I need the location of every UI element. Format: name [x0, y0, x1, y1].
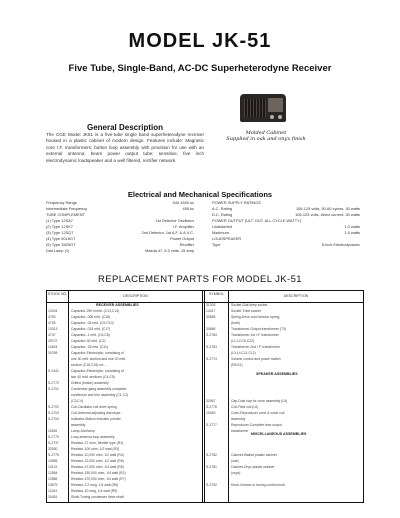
part-description: Cabinet-Walnut plastic cabinet — [231, 453, 277, 457]
part-description: Resistor-2.2 meg, 1/4 watt (R8) — [71, 483, 119, 487]
header-stock-right: SYMBOL — [209, 292, 224, 296]
part-description: condenser and trim assembly (C1,C2) — [71, 393, 129, 397]
part-description: transformer — [231, 429, 249, 433]
part-stock-number: S-2703 — [48, 411, 59, 415]
photo-caption — [210, 130, 322, 142]
part-description: (onyx) — [231, 471, 241, 475]
part-description: Coil-Field coil (L6) — [231, 405, 259, 409]
document-title: MODEL JK-51 — [128, 30, 272, 52]
spec-value: 2nd Detector, 1st A.F. & A.V.C. — [141, 230, 194, 235]
part-stock-number: S-2775 — [48, 453, 59, 457]
part-description: Capacitor-.005 mfd. (C16) — [71, 315, 111, 319]
part-description: Indicator-Station indicator pointer — [71, 417, 121, 421]
part-description: Capacitor-Electrolytic; consisting of — [71, 369, 124, 373]
caption-line-2: Supplied in oak and onyx finish — [226, 136, 306, 142]
spec-label: (1) Type 12SA7 — [46, 218, 73, 223]
part-description: Transformer-2nd I.F. transformer — [231, 345, 280, 349]
part-description: Capacitor-.015 mfd. (C17) — [71, 327, 111, 331]
part-stock-number: S-2783 — [206, 345, 217, 349]
section-miscellaneous-assemblies: MISCELLANEOUS ASSEMBLIES — [251, 432, 307, 436]
part-description: Transformer-Output transformer (T3) — [231, 327, 287, 331]
part-stock-number: 11506 — [48, 429, 58, 433]
spec-label: Undistorted — [212, 224, 232, 229]
spec-value: 5-inch Electrodynamic — [321, 242, 360, 247]
spec-label: LOUDSPEAKER — [212, 236, 242, 241]
part-description: Knob-Volume or tuning control knob — [231, 483, 285, 487]
part-description: section (C18,C19) rot. ... — [71, 363, 108, 367]
part-stock-number: S-2737 — [48, 441, 59, 445]
part-description: Lamp-Dial lamp — [71, 429, 95, 433]
spec-value: 1st Detector Oscillator — [155, 218, 194, 223]
part-description: Condenser gang assembly complete; — [71, 387, 127, 391]
part-stock-number: S-2774 — [206, 357, 217, 361]
part-stock-number: 32967 — [206, 399, 216, 403]
part-description: Volume control and power switch — [231, 357, 281, 361]
part-description: Spring-Drive cord tension spring — [231, 315, 280, 319]
spec-value: 105-125 volts, 50-60 cycles, 30 watts — [295, 206, 360, 211]
part-description: Coil-Antenna adjusting dial stops — [71, 411, 121, 415]
table-bottom-rule — [46, 502, 364, 503]
part-stock-number: 4747 — [48, 333, 56, 337]
part-stock-number: 32530 — [48, 447, 58, 451]
spec-label: Intermediate Frequency — [46, 206, 88, 211]
part-description: Capacitor-250 mmfd. (C13,C14) — [71, 309, 120, 313]
part-description: Resistor-10 meg, 1/4 watt (R9) — [71, 489, 118, 493]
spec-column-left — [46, 200, 194, 254]
volume-knob — [270, 115, 274, 119]
document-subtitle: Five Tube, Single-Band, AC-DC Superheterodyne Receiver — [68, 63, 332, 74]
tuning-dial — [268, 98, 283, 112]
part-stock-number: 12404 — [48, 309, 58, 313]
table-top-rule — [46, 290, 364, 291]
spec-row — [46, 248, 194, 254]
spec-value: 455 kc — [182, 206, 194, 211]
parts-table — [46, 290, 364, 504]
section-receiver-assemblies: RECEIVER ASSEMBLIES — [96, 303, 139, 307]
part-stock-number: 12585 — [48, 477, 58, 481]
table-left-rule — [46, 290, 47, 503]
part-stock-number: S-2784 — [206, 333, 217, 337]
middle-column-rule — [202, 290, 203, 503]
part-description: Capacitor-Electrolytic; consisting of — [71, 351, 124, 355]
part-description: Transformer-1st I.F. transformer — [231, 333, 279, 337]
spec-label: Dial Lamp (1) — [46, 248, 70, 253]
general-description-text: The CGE Model JK51 is a five-tube single band superheterodyne receiver housed in a plastic cabinet of modern design. Features include: Magnetic core I.F. transformers; button loop assembly with provision for use with an external antenna; beam power output tube; sensitive, five inch electrodynamic loudspeaker and a well filtered, rectifier network. — [46, 132, 204, 163]
part-description: (both) — [231, 321, 240, 325]
part-description: Capacitor-.1 mfd. (C6,C8) — [71, 333, 110, 337]
spec-label: Maximum — [212, 230, 229, 235]
caption-line-1: Molded Cabinet — [245, 130, 287, 136]
part-description: Coil-Oscillator coil drive spring — [71, 405, 117, 409]
header-description-right: DESCRIPTION — [283, 294, 309, 298]
part-description: Loop-antenna loop assembly — [71, 435, 115, 439]
part-description: two 40 mfd. sections (C4,C5) — [71, 375, 115, 379]
part-description: Resistor-100 ohm, 1/2 watt (R3) — [71, 447, 120, 451]
part-description: Cabinet-Onyx plastic cabinet — [231, 465, 275, 469]
spec-label: TUBE COMPLEMENT — [46, 212, 85, 217]
part-description: Grilled (button) assembly — [71, 381, 109, 385]
part-description: Capacitor-.25 mfd. (C11) — [71, 345, 109, 349]
part-description: assembly — [71, 423, 86, 427]
speaker-grille — [244, 99, 266, 117]
spec-value: 1.5 watts — [344, 230, 360, 235]
part-stock-number: S-2702 — [48, 405, 59, 409]
part-description: Resistor-27 ohm, flexible type (R1) — [71, 441, 124, 445]
header-stock-left: STOCK NO. — [47, 292, 68, 296]
radio-photo — [240, 94, 286, 122]
part-description: (R8,S1) — [231, 363, 243, 367]
part-stock-number: 29707 — [48, 339, 58, 343]
part-description: Resistor-470,000 ohm, 1/4 watt (R7) — [71, 477, 126, 481]
part-description: Resistor-47,000 ohm, 1/4 watt (R5) — [71, 465, 124, 469]
part-description: Cone-Reproducer cone & voice coil — [231, 411, 285, 415]
part-description: (C3,C4) — [71, 399, 83, 403]
part-description: assembly — [231, 417, 246, 421]
part-stock-number: 12564 — [48, 471, 58, 475]
part-stock-number: 12441 — [48, 489, 58, 493]
spec-label: (3) Type 12SQ7 — [46, 230, 74, 235]
part-stock-number: 30656 — [206, 327, 216, 331]
spec-value: I.F. Amplifier — [172, 224, 194, 229]
section-speaker-assemblies: SPEAKER ASSEMBLIES — [256, 372, 298, 376]
part-description: Reproducer-Complete less output — [231, 423, 282, 427]
header-description-left: DESCRIPTION — [123, 294, 148, 298]
spec-label: POWER OUTPUT (ULT. OUT. ALL CYCLE WATTY) — [212, 218, 301, 223]
spec-label: (4) Type 50L6GT — [46, 236, 76, 241]
general-description-heading: General Description — [86, 123, 164, 132]
part-description: (L3,L4,C11,C12) — [231, 351, 256, 355]
part-stock-number: 13585 — [48, 459, 58, 463]
part-description: one 30 mfd. section and one 20 mfd. — [71, 357, 127, 361]
part-stock-number: S-2441 — [48, 369, 59, 373]
part-stock-number: 30565 — [206, 315, 216, 319]
spec-row — [212, 242, 360, 248]
part-stock-number: 13131 — [48, 465, 58, 469]
parts-heading: REPLACEMENT PARTS FOR MODEL JK-51 — [98, 274, 302, 285]
part-description: Capacitor-30 mfd. (C2) — [71, 339, 106, 343]
part-description: (L1,L2,C6,C22) — [231, 339, 255, 343]
part-stock-number: 13313 — [48, 327, 58, 331]
spec-value: Rectifier — [179, 242, 194, 247]
table-right-rule — [363, 290, 364, 503]
part-description: Socket-Tube socket — [231, 309, 261, 313]
spec-label: D.C. Rating — [212, 212, 233, 217]
spec-value: 105-125 volts, direct current, 30 watts — [295, 212, 360, 217]
right-stock-column-rule — [228, 290, 229, 503]
part-description: Resistor-150,000 ohm, 1/4 watt (R2) — [71, 471, 126, 475]
specifications-heading: Electrical and Mechanical Specifications — [127, 190, 273, 199]
part-description: Resistor-22,000 ohm, 1/2 watt (R6) — [71, 459, 124, 463]
spec-label: Type — [212, 242, 221, 247]
part-description: (oak) — [231, 459, 239, 463]
part-description: Socket-Dial lamp socket — [231, 303, 268, 307]
part-stock-number: 4753 — [48, 315, 56, 319]
tuning-knob — [278, 115, 282, 119]
spec-label: (2) Type 12SK7 — [46, 224, 73, 229]
part-stock-number: 4745 — [48, 321, 56, 325]
part-stock-number: S-2792 — [206, 483, 217, 487]
part-stock-number: S-2701 — [48, 387, 59, 391]
part-stock-number: S-2776 — [206, 405, 217, 409]
spec-value: Mazda 47, 6.3 volts .15 amp — [145, 248, 194, 253]
spec-value: 540-1600 kc — [172, 200, 194, 205]
middle-column-rule-2 — [204, 290, 205, 503]
part-description: Cap-Dust cap for cone assembly (L5) — [231, 399, 288, 403]
spec-label: Frequency Range — [46, 200, 77, 205]
spec-value: Power Output — [170, 236, 194, 241]
part-stock-number: 10063 — [206, 411, 216, 415]
spec-label: A.C. Rating — [212, 206, 232, 211]
spec-value: 1.0 watts — [344, 224, 360, 229]
part-description: Shaft-Tuning condenser drive shaft — [71, 495, 124, 499]
spec-column-right — [212, 200, 360, 248]
spec-label: POWER SUPPLY RATINGS — [212, 200, 261, 205]
part-stock-number: 30451 — [48, 495, 58, 499]
part-stock-number: S-2704 — [48, 417, 59, 421]
part-stock-number: 14417 — [206, 309, 216, 313]
part-stock-number: S-2772 — [48, 381, 59, 385]
part-stock-number: S-2777 — [206, 423, 217, 427]
part-stock-number: S-2781 — [206, 465, 217, 469]
part-description: Resistor-10,000 ohm, 1/2 watt (R4) — [71, 453, 124, 457]
part-stock-number: S-2782 — [206, 453, 217, 457]
part-stock-number: 31303 — [206, 303, 216, 307]
part-stock-number: S-2770 — [48, 435, 59, 439]
part-stock-number: 30765 — [48, 351, 58, 355]
part-stock-number: 12624 — [48, 345, 58, 349]
spec-label: (5) Type 35Z5GT — [46, 242, 76, 247]
part-description: Capacitor-.05 mfd. (C9,C10) — [71, 321, 114, 325]
part-stock-number: 13679 — [48, 483, 58, 487]
